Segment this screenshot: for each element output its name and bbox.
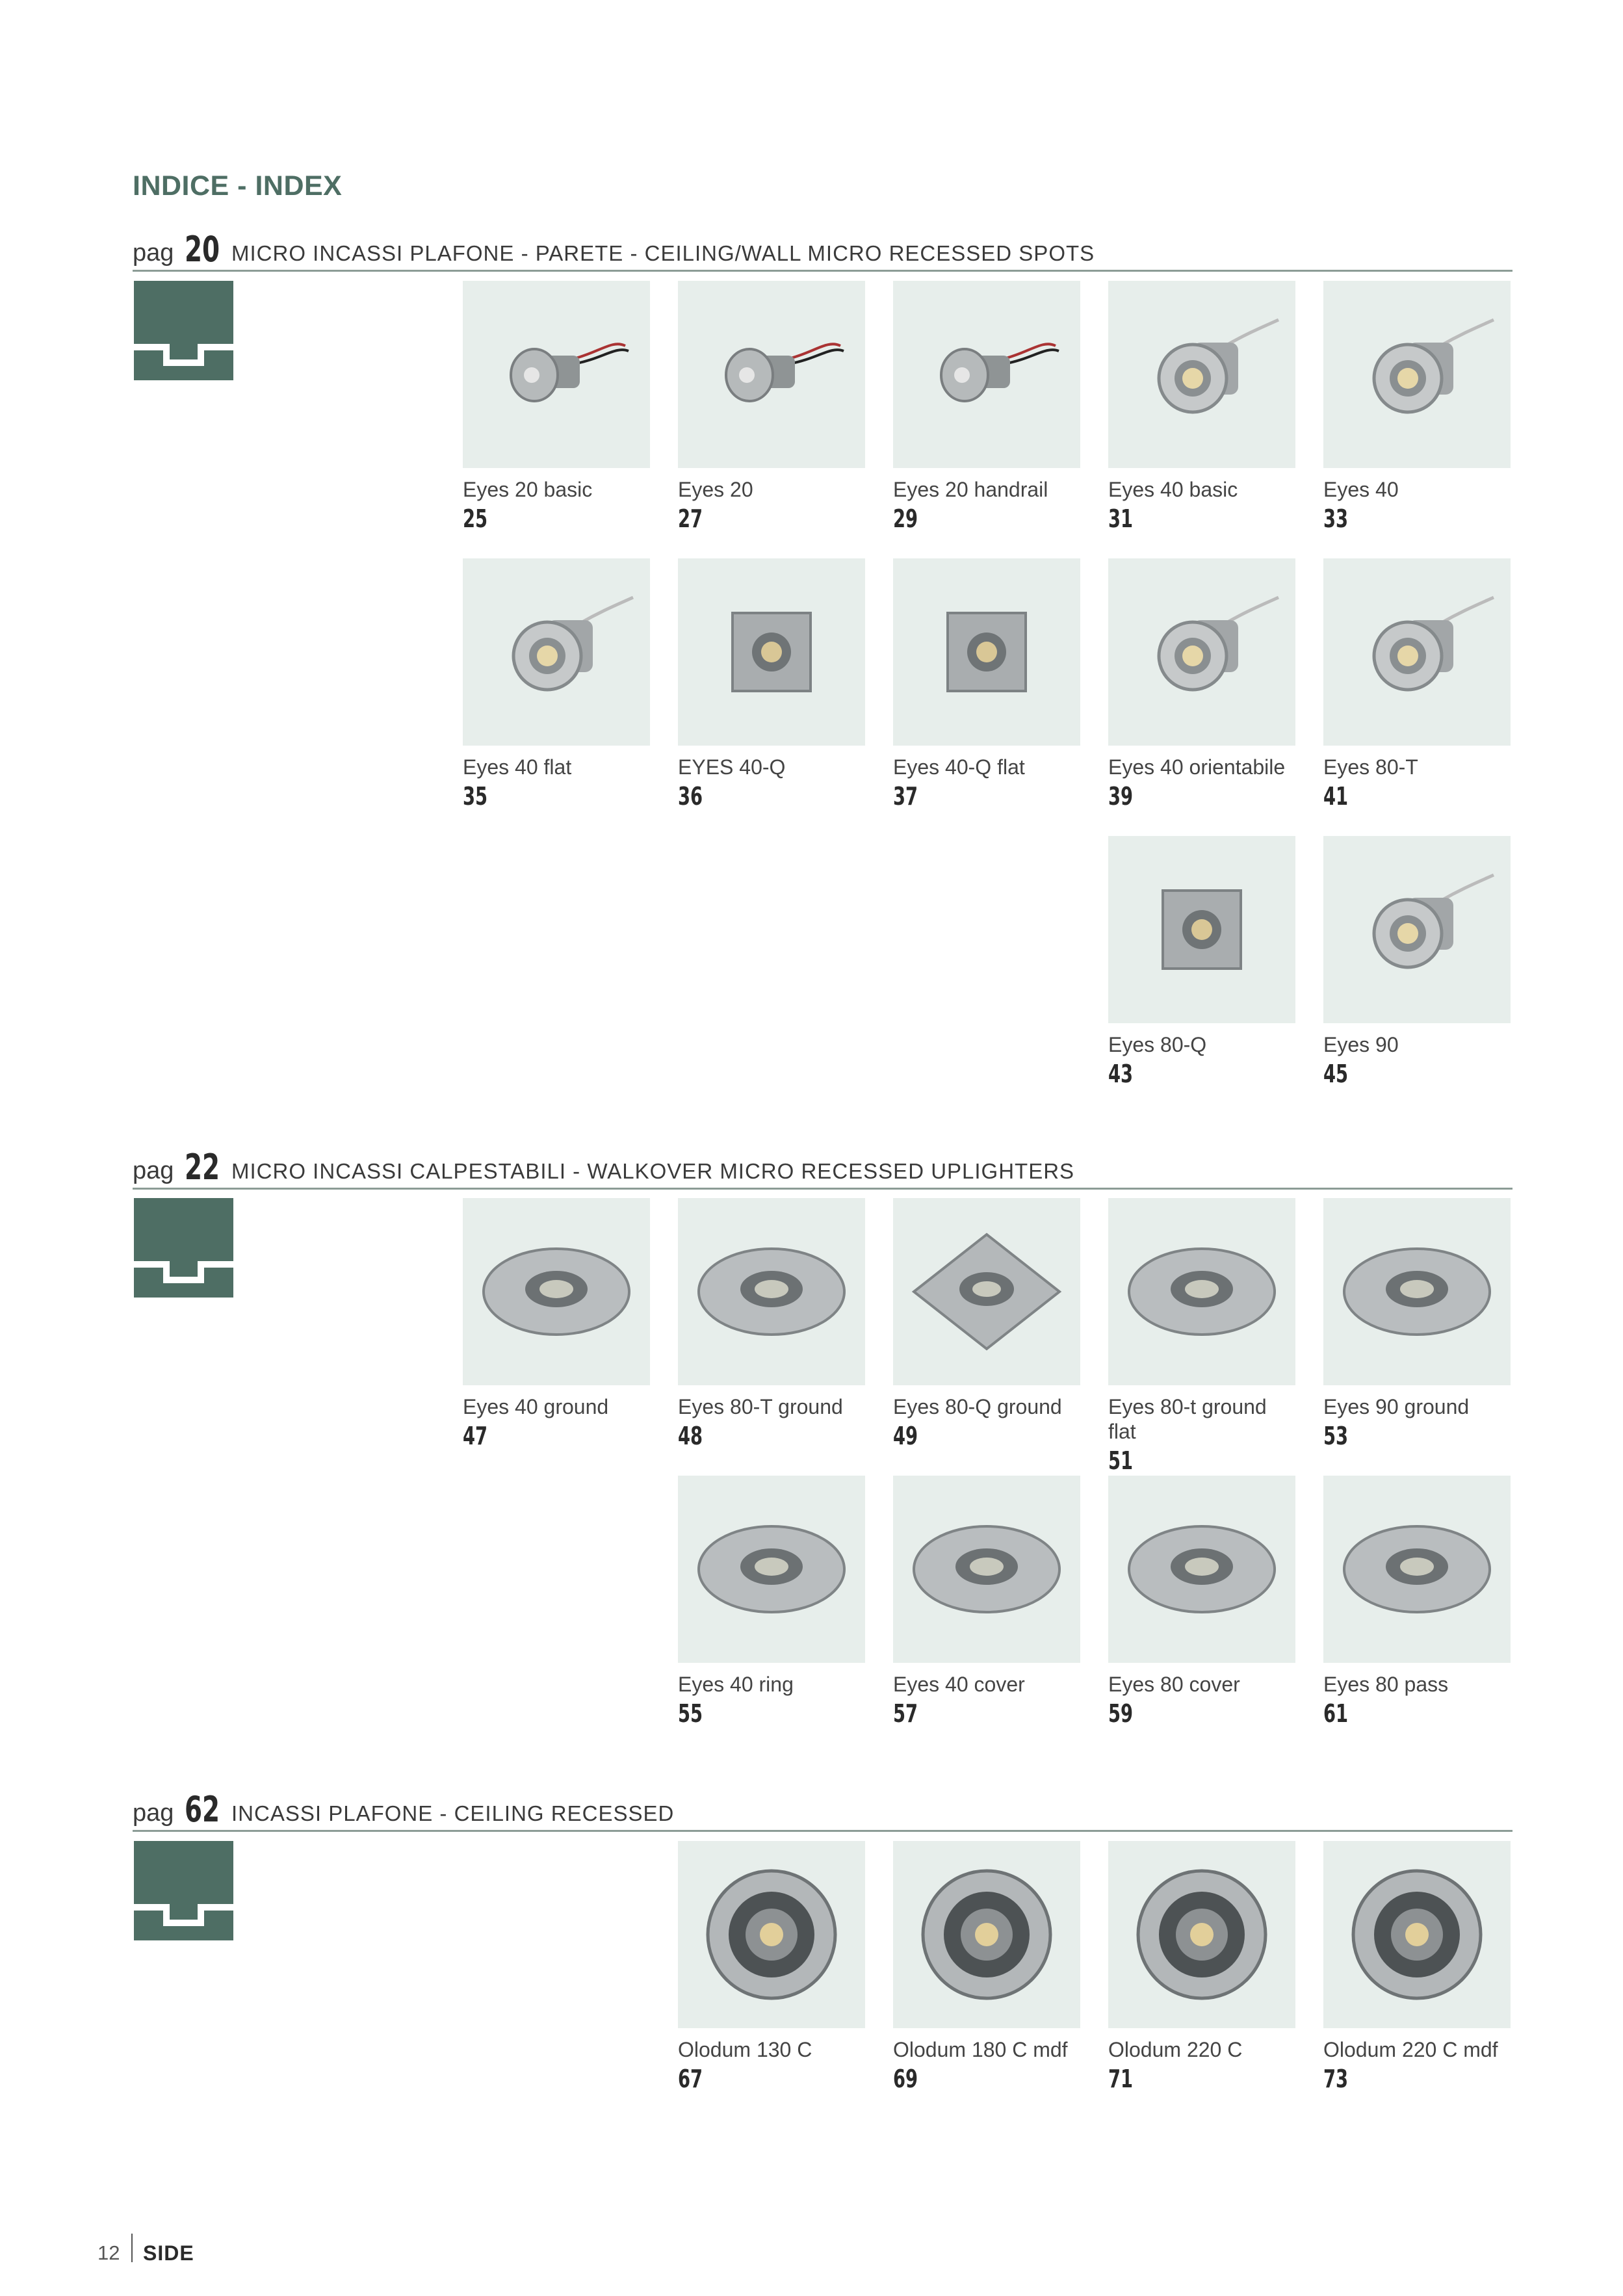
product-name: Eyes 40 ring [678, 1673, 794, 1696]
product-image[interactable] [1323, 558, 1511, 746]
spot-square-icon [893, 558, 1080, 746]
product-image[interactable] [893, 1476, 1080, 1663]
product-page-number[interactable]: 25 [463, 504, 488, 533]
product-card[interactable] [893, 1841, 1080, 2093]
product-card[interactable] [678, 1841, 865, 2093]
product-image[interactable] [463, 281, 650, 468]
product-page-number[interactable]: 47 [463, 1422, 488, 1450]
pag-number[interactable]: 62 [185, 1789, 220, 1830]
product-name: Eyes 20 [678, 478, 753, 501]
product-name: Eyes 80-t ground flat [1108, 1395, 1267, 1443]
product-name: Eyes 80 cover [1108, 1673, 1240, 1696]
product-card[interactable] [893, 558, 1080, 811]
spot-round-icon [1108, 558, 1295, 746]
product-image[interactable] [678, 1476, 865, 1663]
product-card[interactable] [1108, 281, 1295, 533]
product-name: Eyes 80-T [1323, 755, 1418, 779]
product-card[interactable] [678, 281, 865, 533]
product-name: Eyes 40 orientabile [1108, 755, 1286, 779]
section-title: MICRO INCASSI PLAFONE - PARETE - CEILING/WALL MICRO RECESSED SPOTS [231, 241, 1095, 265]
product-name: Eyes 40 basic [1108, 478, 1238, 501]
product-card[interactable] [893, 281, 1080, 533]
product-name: Eyes 40 flat [463, 755, 572, 779]
product-image[interactable] [893, 281, 1080, 468]
section-title: INCASSI PLAFONE - CEILING RECESSED [231, 1801, 675, 1825]
downlight-icon [1108, 1841, 1295, 2028]
product-page-number[interactable]: 59 [1108, 1699, 1134, 1728]
product-name: Eyes 40 ground [463, 1395, 609, 1418]
spot-cylinder-icon [678, 281, 865, 468]
product-page-number[interactable]: 67 [678, 2065, 703, 2093]
product-card[interactable] [463, 558, 650, 811]
product-page-number[interactable]: 31 [1108, 504, 1134, 533]
product-page-number[interactable]: 48 [678, 1422, 703, 1450]
product-page-number[interactable]: 37 [893, 782, 918, 811]
product-image[interactable] [1323, 281, 1511, 468]
product-name: Eyes 20 handrail [893, 478, 1048, 501]
footer-page-number: 12 [97, 2241, 120, 2264]
product-page-number[interactable]: 27 [678, 504, 703, 533]
product-page-number[interactable]: 39 [1108, 782, 1134, 811]
product-image[interactable] [678, 1841, 865, 2028]
product-page-number[interactable]: 69 [893, 2065, 918, 2093]
product-card[interactable] [1323, 836, 1511, 1088]
spot-square-icon [1108, 836, 1295, 1023]
product-card[interactable] [1323, 1841, 1511, 2093]
product-name: Olodum 130 C [678, 2038, 812, 2061]
product-page-number[interactable]: 49 [893, 1422, 918, 1450]
downlight-icon [893, 1841, 1080, 2028]
product-page-number[interactable]: 29 [893, 504, 918, 533]
product-card[interactable] [463, 1198, 650, 1450]
product-name: Olodum 180 C mdf [893, 2038, 1068, 2061]
product-image[interactable] [1323, 836, 1511, 1023]
product-page-number[interactable]: 57 [893, 1699, 918, 1728]
ceiling-recess-icon [134, 1841, 233, 1940]
product-card[interactable] [678, 1476, 865, 1728]
section-header-ceiling-wall [133, 231, 1513, 272]
product-card[interactable] [1323, 1198, 1511, 1450]
spot-square-icon [678, 558, 865, 746]
product-card[interactable] [1108, 1476, 1295, 1728]
product-image[interactable] [1323, 1476, 1511, 1663]
product-card[interactable] [1323, 1476, 1511, 1728]
pag-label: pag [133, 1799, 174, 1827]
product-card[interactable] [1108, 836, 1295, 1088]
product-image[interactable] [893, 1841, 1080, 2028]
ground-disc-icon [678, 1198, 865, 1385]
product-image[interactable] [678, 1198, 865, 1385]
product-card[interactable] [1108, 1841, 1295, 2093]
product-page-number[interactable]: 45 [1323, 1060, 1349, 1088]
product-page-number[interactable]: 61 [1323, 1699, 1349, 1728]
product-image[interactable] [678, 281, 865, 468]
product-image[interactable] [1108, 1841, 1295, 2028]
product-image[interactable] [893, 1198, 1080, 1385]
section-header-walkover [133, 1149, 1513, 1190]
product-image[interactable] [1108, 558, 1295, 746]
ground-square-icon [893, 1198, 1080, 1385]
product-card[interactable] [893, 1476, 1080, 1728]
downlight-icon [678, 1841, 865, 2028]
product-image[interactable] [463, 558, 650, 746]
product-image[interactable] [1323, 1198, 1511, 1385]
spot-round-icon [1108, 281, 1295, 468]
index-title: INDICE - INDEX [133, 170, 343, 202]
product-page-number[interactable]: 71 [1108, 2065, 1134, 2093]
ceiling-recess-icon [134, 1198, 233, 1298]
product-image[interactable] [1108, 281, 1295, 468]
ground-disc-icon [893, 1476, 1080, 1663]
ground-disc-icon [463, 1198, 650, 1385]
product-card[interactable] [1323, 558, 1511, 811]
product-image[interactable] [1108, 1476, 1295, 1663]
product-name: Eyes 80-Q [1108, 1033, 1207, 1056]
product-card[interactable] [893, 1198, 1080, 1450]
product-card[interactable] [678, 1198, 865, 1450]
product-name: Eyes 80-T ground [678, 1395, 843, 1418]
product-image[interactable] [463, 1198, 650, 1385]
ground-disc-icon [1108, 1198, 1295, 1385]
product-name: Eyes 80-Q ground [893, 1395, 1062, 1418]
product-card[interactable] [678, 558, 865, 811]
ceiling-recess-icon [134, 281, 233, 380]
section-header-ceiling-recessed [133, 1791, 1513, 1832]
product-image[interactable] [1108, 1198, 1295, 1385]
spot-round-icon [1323, 836, 1511, 1023]
pag-number[interactable]: 20 [185, 229, 220, 270]
product-page-number[interactable]: 53 [1323, 1422, 1349, 1450]
product-page-number[interactable]: 73 [1323, 2065, 1349, 2093]
product-card[interactable] [1108, 558, 1295, 811]
product-name: Eyes 40-Q flat [893, 755, 1025, 779]
product-card[interactable] [1108, 1198, 1295, 1475]
product-page-number[interactable]: 41 [1323, 782, 1349, 811]
product-page-number[interactable]: 55 [678, 1699, 703, 1728]
product-name: Eyes 80 pass [1323, 1673, 1449, 1696]
ground-disc-icon [1108, 1476, 1295, 1663]
product-image[interactable] [1108, 836, 1295, 1023]
product-page-number[interactable]: 43 [1108, 1060, 1134, 1088]
product-name: Eyes 40 [1323, 478, 1399, 501]
spot-cylinder-icon [463, 281, 650, 468]
product-name: Olodum 220 C mdf [1323, 2038, 1498, 2061]
downlight-icon [1323, 1841, 1511, 2028]
product-card[interactable] [1323, 281, 1511, 533]
product-image[interactable] [893, 558, 1080, 746]
pag-number[interactable]: 22 [185, 1147, 220, 1188]
product-name: EYES 40-Q [678, 755, 786, 779]
product-image[interactable] [1323, 1841, 1511, 2028]
product-page-number[interactable]: 51 [1108, 1446, 1134, 1475]
product-card[interactable] [463, 281, 650, 533]
product-name: Eyes 20 basic [463, 478, 593, 501]
ground-disc-icon [1323, 1198, 1511, 1385]
product-page-number[interactable]: 35 [463, 782, 488, 811]
product-name: Eyes 40 cover [893, 1673, 1025, 1696]
spot-round-icon [463, 558, 650, 746]
footer-brand: SIDE [143, 2241, 194, 2265]
section-title: MICRO INCASSI CALPESTABILI - WALKOVER MICRO RECESSED UPLIGHTERS [231, 1159, 1075, 1183]
spot-round-icon [1323, 281, 1511, 468]
product-name: Eyes 90 [1323, 1033, 1399, 1056]
spot-cylinder-icon [893, 281, 1080, 468]
ground-disc-icon [1323, 1476, 1511, 1663]
pag-label: pag [133, 1157, 174, 1184]
product-page-number[interactable]: 36 [678, 782, 703, 811]
product-page-number[interactable]: 33 [1323, 504, 1349, 533]
ground-disc-icon [678, 1476, 865, 1663]
spot-round-icon [1323, 558, 1511, 746]
product-name: Eyes 90 ground [1323, 1395, 1470, 1418]
product-name: Olodum 220 C [1108, 2038, 1243, 2061]
pag-label: pag [133, 239, 174, 267]
footer-divider [131, 2234, 133, 2262]
product-image[interactable] [678, 558, 865, 746]
